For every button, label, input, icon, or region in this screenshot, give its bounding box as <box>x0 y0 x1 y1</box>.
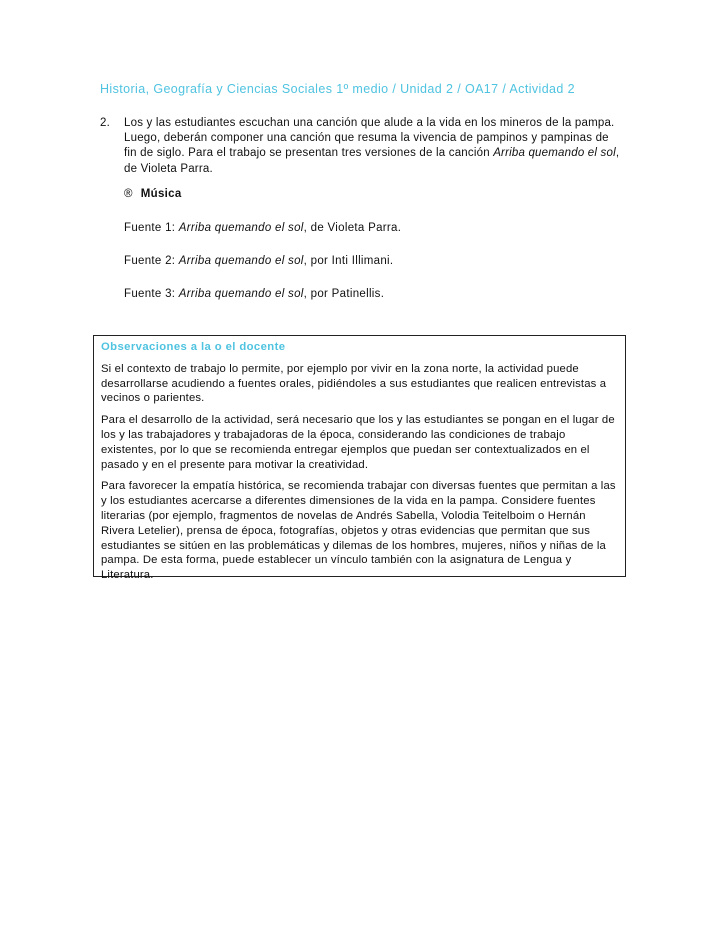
teacher-observations-box <box>93 335 626 582</box>
activity-text <box>124 116 620 177</box>
source-title: Arriba quemando el sol <box>178 222 304 234</box>
source-label: Fuente 3: <box>124 288 179 300</box>
source-item <box>124 222 401 234</box>
observation-paragraph: Para el desarrollo de la actividad, será necesario que los y las estudiantes se pongan en el lugar de los y las trabajadores y trabajadoras de la época, considerando las condiciones de trabajo existentes, por lo que se recomienda entregar ejemplos que puedan ser contextualizados en el pasado y en el presente para motivar la creatividad. <box>101 414 615 471</box>
activity-number: 2. <box>100 117 110 129</box>
source-label: Fuente 1: <box>124 222 179 234</box>
source-item <box>124 255 393 267</box>
observations-title: Observaciones a la o el docente <box>101 341 286 353</box>
activity-song-title: Arriba quemando el sol <box>493 147 616 160</box>
page-breadcrumb: Historia, Geografía y Ciencias Sociales 1º medio / Unidad 2 / OA17 / Actividad 2 <box>100 82 575 96</box>
activity-text-after: , de Violeta Parra. <box>124 147 620 175</box>
observation-paragraph: Para favorecer la empatía histórica, se recomienda trabajar con diversas fuentes que permitan a las y los estudiantes acercarse a diferentes dimensiones de la vida en la pampa. Considere fuentes literarias (por ejemplo, fragmentos de novelas de Andrés Sabella, Volodia Teitelboim o Hernán Rivera Letelier), prensa de época, fotografías, objetos y otras evidencias que permitan que sus estudiantes se sitúen en las problemáticas y dilemas de los hombres, mujeres, niños y niñas de la pampa. De esta forma, puede establecer un vínculo también con la asignatura de Lengua y Literatura. <box>101 480 616 582</box>
activity-item <box>100 116 620 177</box>
source-title: Arriba quemando el sol <box>178 288 304 300</box>
source-title: Arriba quemando el sol <box>178 255 304 267</box>
observation-paragraph: Si el contexto de trabajo lo permite, por ejemplo por vivir en la zona norte, la actividad puede desarrollarse acudiendo a fuentes orales, pidiéndoles a sus estudiantes que realicen entrevistas a vecinos o parientes. <box>101 362 607 405</box>
source-item <box>124 288 384 300</box>
activity-text-before: Los y las estudiantes escuchan una canción que alude a la vida en los mineros de la pampa. Luego, deberán componer una canción que resuma la vivencia de pampinos y pampinas de fin de siglo. Para el trabajo se presentan tres versiones de la canción <box>124 117 615 160</box>
source-suffix: , de Violeta Parra. <box>303 222 402 234</box>
source-label: Fuente 2: <box>124 255 179 267</box>
music-heading <box>124 188 182 200</box>
source-suffix: , por Patinellis. <box>303 288 385 300</box>
source-suffix: , por Inti Illimani. <box>303 255 394 267</box>
music-label: Música <box>140 188 182 200</box>
registered-icon: ® <box>124 188 133 200</box>
